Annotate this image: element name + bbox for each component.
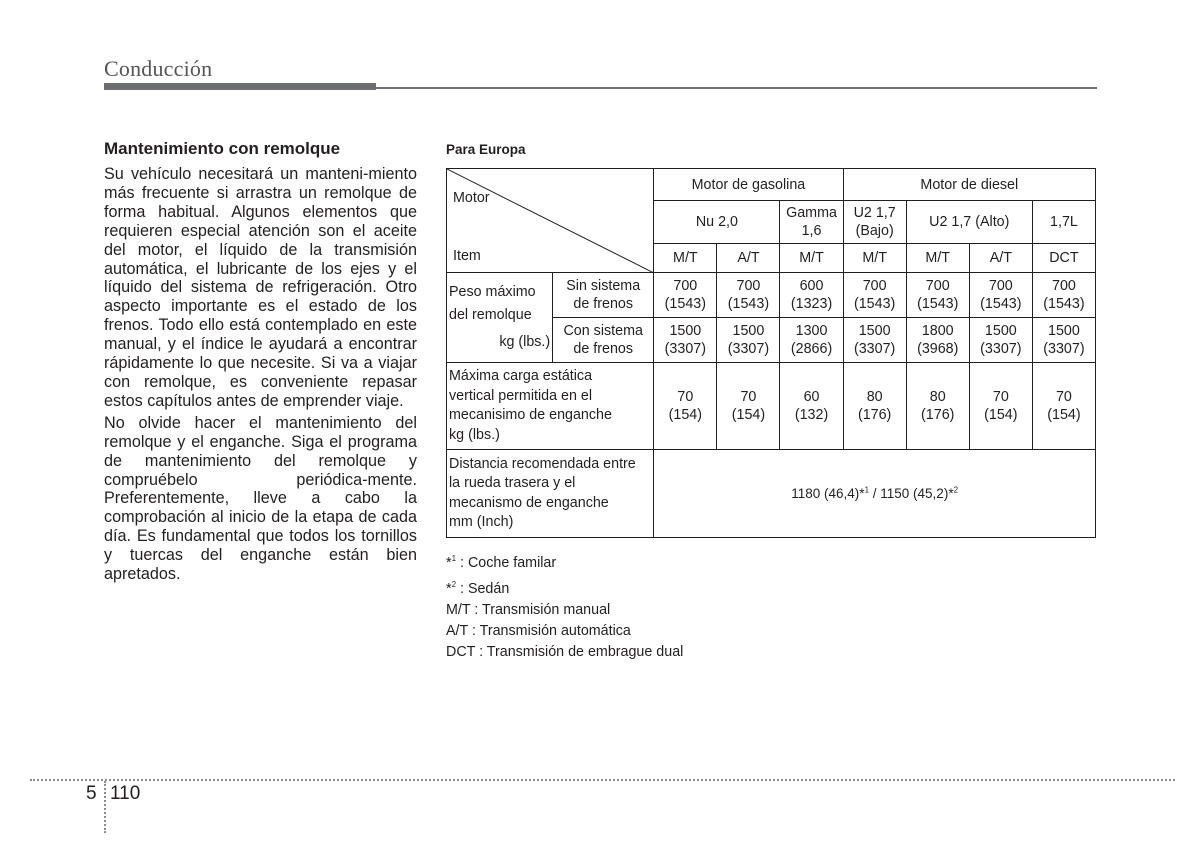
- footer-dotted-rule: [30, 779, 1175, 781]
- header-rule-thin: [376, 87, 1097, 89]
- value-cell: 1500 (3307): [1032, 318, 1095, 363]
- value-cell: 700 (1543): [906, 273, 969, 318]
- value-cell: 60 (132): [780, 363, 843, 450]
- paragraph-maintenance: Su vehículo necesitará un manteni-miento más frecuente si arrastra un remolque de forma habitual. Algunos elementos que requieren especial atención son el aceite del motor, el líquido de la transmisión automática, el lubricante de los ejes y el líquido del sistema de refrigeración. Otro aspecto importante es el estado de los frenos. Todo ello está contemplado en este manual, y el índice le ayudará a encontrar rápidamente lo que necesite. Si va a viajar con remolque, es conveniente repasar estos capítulos antes de emprender viaje.: [104, 165, 417, 410]
- engine-gamma: Gamma 1,6: [780, 201, 843, 244]
- value-cell: 1500 (3307): [843, 318, 906, 363]
- value-cell: 1300 (2866): [780, 318, 843, 363]
- value-cell: 70 (154): [969, 363, 1032, 450]
- engine-u2-low: U2 1,7 (Bajo): [843, 201, 906, 244]
- row-label-distance: Distancia recomendada entre la rueda trasera y el mecanismo de enganche mm (Inch): [447, 450, 654, 538]
- table-caption: Para Europa: [446, 142, 526, 157]
- transmission-cell: DCT: [1032, 244, 1095, 273]
- row-label-max-trailer-weight: Peso máximo del remolque kg (lbs.): [447, 273, 553, 363]
- value-cell: 80 (176): [906, 363, 969, 450]
- value-cell: 700 (1543): [843, 273, 906, 318]
- value-cell: 1800 (3968): [906, 318, 969, 363]
- engine-17l: 1,7L: [1032, 201, 1095, 244]
- distance-value: 1180 (46,4)*$^1$ / 1150 (45,2)*$^2$: [654, 450, 1096, 538]
- row-label-static-load: Máxima carga estática vertical permitida en el mecanisimo de enganche kg (lbs.): [447, 363, 654, 450]
- transmission-cell: A/T: [969, 244, 1032, 273]
- header-gasoline: Motor de gasolina: [654, 169, 843, 201]
- value-cell: 700 (1543): [654, 273, 717, 318]
- corner-label-item: Item: [453, 248, 481, 264]
- page-number: 110: [110, 783, 141, 804]
- row-label-no-brakes: Sin sistema de frenos: [553, 273, 654, 318]
- paragraph-hitch: No olvide hacer el mantenimiento del remolque y el enganche. Siga el programa de mantenimiento del remolque y compruébelo periódica-mente. Preferentemente, lleve a cabo la comprobación al inicio de la etapa de cada día. Es fundamental que todos los tornillos y tuercas del enganche están bien apretados.: [104, 413, 417, 584]
- note-item: A/T : Transmisión automática: [446, 622, 631, 639]
- note-item: M/T : Transmisión manual: [446, 601, 611, 618]
- header-diesel: Motor de diesel: [843, 169, 1095, 201]
- page-header-title: Conducción: [104, 56, 213, 81]
- corner-header-cell: [447, 169, 654, 273]
- value-cell: 700 (1543): [717, 273, 780, 318]
- value-cell: 70 (154): [717, 363, 780, 450]
- value-cell: 600 (1323): [780, 273, 843, 318]
- engine-nu: Nu 2,0: [654, 201, 780, 244]
- chapter-number: 5: [86, 783, 97, 804]
- value-cell: 1500 (3307): [654, 318, 717, 363]
- value-cell: 70 (154): [1032, 363, 1095, 450]
- towing-spec-table: [446, 168, 1096, 538]
- value-cell: 700 (1543): [1032, 273, 1095, 318]
- value-cell: 1500 (3307): [969, 318, 1032, 363]
- value-cell: 80 (176): [843, 363, 906, 450]
- note-item: DCT : Transmisión de embrague dual: [446, 643, 684, 660]
- value-cell: 1500 (3307): [717, 318, 780, 363]
- left-column: [104, 139, 417, 587]
- transmission-cell: M/T: [654, 244, 717, 273]
- note-item: *$^1$ : Coche familar: [446, 554, 557, 571]
- engine-u2-high: U2 1,7 (Alto): [906, 201, 1032, 244]
- table-notes: [446, 548, 1098, 663]
- row-label-with-brakes: Con sistema de frenos: [553, 318, 654, 363]
- section-heading: Mantenimiento con remolque: [104, 139, 341, 158]
- footer-dotted-divider: [104, 781, 106, 833]
- corner-label-motor: Motor: [453, 190, 490, 206]
- transmission-cell: M/T: [906, 244, 969, 273]
- right-column: [446, 141, 1098, 663]
- transmission-cell: A/T: [717, 244, 780, 273]
- note-item: *$^2$ : Sedán: [446, 579, 510, 597]
- value-cell: 700 (1543): [969, 273, 1032, 318]
- header-rule-thick: [104, 83, 376, 90]
- transmission-cell: M/T: [843, 244, 906, 273]
- value-cell: 70 (154): [654, 363, 717, 450]
- transmission-cell: M/T: [780, 244, 843, 273]
